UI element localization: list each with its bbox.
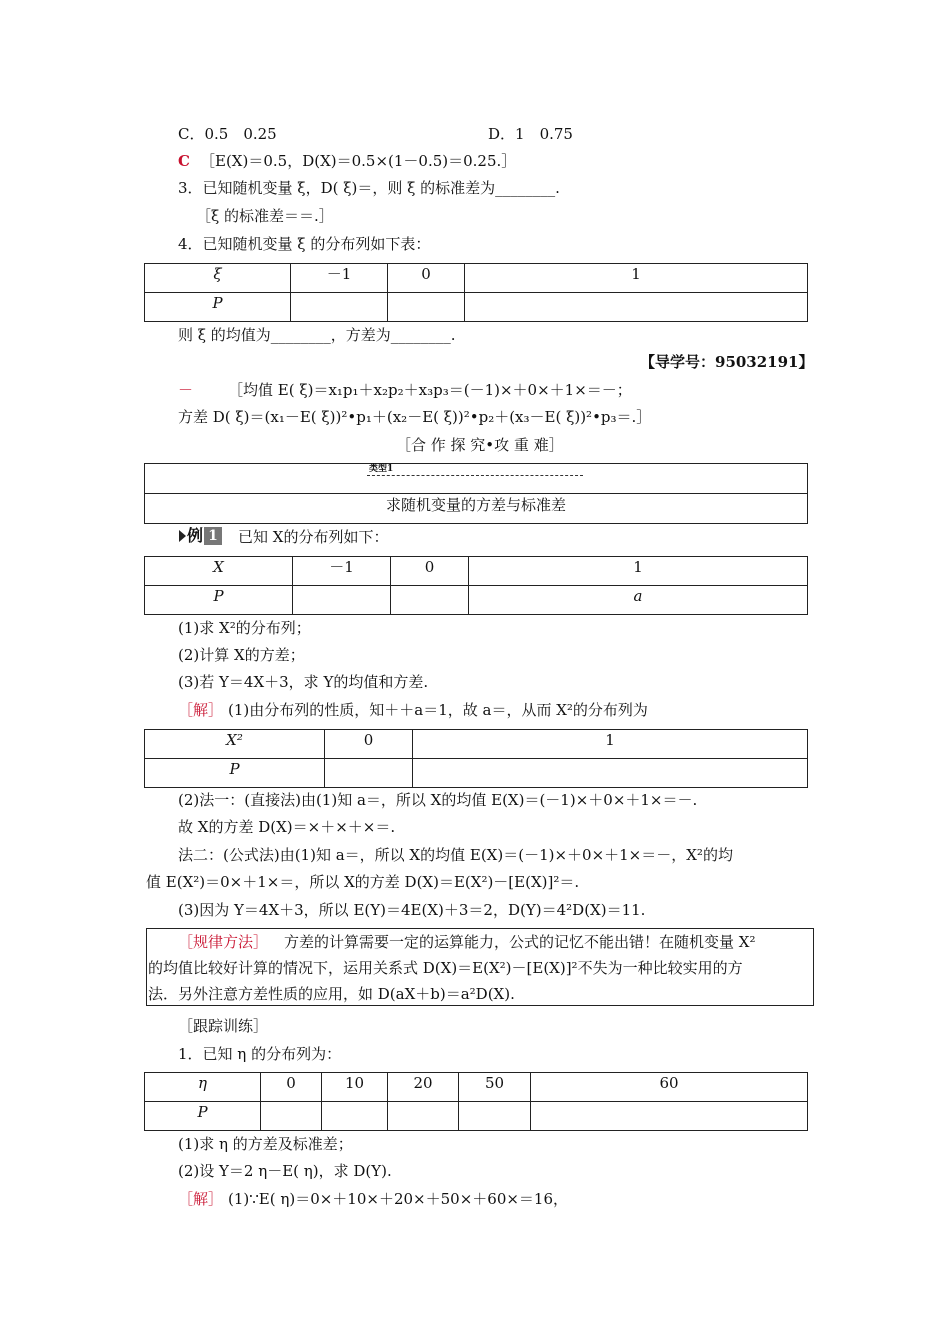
question-3-answer: ［ξ 的标准差＝＝.］ <box>196 207 334 225</box>
example-1-q2: (2)计算 X的方差； <box>178 646 305 664</box>
example-1-q1: (1)求 X²的分布列； <box>178 619 311 637</box>
section-header: ［合 作 探 究•攻 重 难］ <box>396 436 564 454</box>
table-cell: X² <box>145 730 325 759</box>
table-row <box>145 293 808 322</box>
method-line-3: 法．另外注意方差性质的应用，如 D(aX＋b)＝a²D(X). <box>148 985 515 1003</box>
table-cell: P <box>145 1102 261 1131</box>
table-cell <box>388 293 465 322</box>
table-cell <box>391 586 469 615</box>
type-tag: 类型1 <box>367 464 583 476</box>
q4-answer-line-1: ［均值 E( ξ)＝x₁p₁＋x₂p₂＋x₃p₃＝(－1)×＋0×＋1×＝－； <box>228 381 632 399</box>
triangle-icon <box>179 530 186 542</box>
table-cell <box>459 1102 531 1131</box>
table-row <box>145 264 808 293</box>
solution-line-1: (1)由分布列的性质，知＋＋a＝1，故 a＝，从而 X²的分布列为 <box>228 701 648 719</box>
table-cell: 10 <box>322 1073 388 1102</box>
table-cell: a <box>469 586 808 615</box>
type-box <box>144 463 808 524</box>
table-row <box>145 1102 808 1131</box>
table-cell <box>465 293 808 322</box>
table-row <box>145 1073 808 1102</box>
solution-line-5: 值 E(X²)＝0×＋1×＝，所以 X的方差 D(X)＝E(X²)－[E(X)]²＝. <box>146 873 580 891</box>
table-cell <box>325 759 413 788</box>
question-3: 3．已知随机变量 ξ，D( ξ)＝，则 ξ 的标准差为________. <box>178 179 560 197</box>
table-cell: P <box>145 293 291 322</box>
practice-stem: 1．已知 η 的分布列为： <box>178 1045 342 1063</box>
method-line-1: 方差的计算需要一定的运算能力，公式的记忆不能出错！在随机变量 X² <box>284 933 756 951</box>
table-cell: η <box>145 1073 261 1102</box>
solution-line-2: (2)法一：(直接法)由(1)知 a＝，所以 X的均值 E(X)＝(－1)×＋0×＋1×＝－. <box>178 791 698 809</box>
table-cell <box>388 1102 459 1131</box>
example-1-stem: 已知 X的分布列如下： <box>238 528 389 546</box>
solution-line-3: 故 X的方差 D(X)＝×＋×＋×＝. <box>178 818 396 836</box>
q4-distribution-table <box>144 263 808 322</box>
table-cell <box>261 1102 322 1131</box>
table-cell: 1 <box>465 264 808 293</box>
solution-tag: ［解］ <box>178 701 224 719</box>
table-cell: P <box>145 759 325 788</box>
q4-answer-line-2: 方差 D( ξ)＝(x₁－E( ξ))²•p₁＋(x₂－E( ξ))²•p₂＋(x₃－E( ξ))²•p₃＝.］ <box>178 408 652 426</box>
option-d: D．1 0.75 <box>488 125 573 143</box>
practice-header: ［跟踪训练］ <box>178 1017 269 1035</box>
example-1-q3: (3)若 Y＝4X＋3，求 Y的均值和方差. <box>178 673 429 691</box>
practice-q1: (1)求 η 的方差及标准差； <box>178 1135 353 1153</box>
table-cell: 20 <box>388 1073 459 1102</box>
answer-dash: － <box>178 381 194 399</box>
method-line-2: 的均值比较好计算的情况下，运用关系式 D(X)＝E(X²)－[E(X)]²不失为一种比较实用的方 <box>148 959 743 977</box>
table-cell: 1 <box>469 557 808 586</box>
table-cell: ξ <box>145 264 291 293</box>
guide-number: 【导学号：95032191】 <box>640 353 814 371</box>
practice-solution-line-1: (1)∵E( η)＝0×＋10×＋20×＋50×＋60×＝16， <box>228 1190 569 1208</box>
table-row <box>145 759 808 788</box>
table-cell: －1 <box>291 264 388 293</box>
question-4: 4．已知随机变量 ξ 的分布列如下表： <box>178 235 431 253</box>
table-row <box>145 557 808 586</box>
answer-explanation: ［E(X)＝0.5，D(X)＝0.5×(1－0.5)＝0.25.］ <box>200 152 517 170</box>
method-tag: ［规律方法］ <box>178 933 269 951</box>
answer-letter: C <box>178 152 190 170</box>
x-squared-table <box>144 729 808 788</box>
option-c: C．0.5 0.25 <box>178 125 277 143</box>
table-cell: －1 <box>293 557 391 586</box>
table-cell: 0 <box>261 1073 322 1102</box>
example-number: 1 <box>204 527 222 545</box>
type-title: 求随机变量的方差与标准差 <box>385 496 566 514</box>
example-label: 例 <box>187 526 204 545</box>
table-cell: 0 <box>325 730 413 759</box>
eta-distribution-table <box>144 1072 808 1131</box>
table-cell <box>291 293 388 322</box>
divider <box>145 493 807 494</box>
table-cell: 60 <box>531 1073 808 1102</box>
example-1-table <box>144 556 808 615</box>
example-badge <box>179 526 223 546</box>
table-cell: 0 <box>391 557 469 586</box>
question-4-blanks: 则 ξ 的均值为________，方差为________. <box>178 326 456 344</box>
solution-line-6: (3)因为 Y＝4X＋3，所以 E(Y)＝4E(X)＋3＝2，D(Y)＝4²D(X)＝11. <box>178 901 646 919</box>
table-cell <box>531 1102 808 1131</box>
table-row <box>145 586 808 615</box>
table-cell <box>413 759 808 788</box>
table-cell <box>322 1102 388 1131</box>
table-cell: P <box>145 586 293 615</box>
practice-solution-tag: ［解］ <box>178 1190 224 1208</box>
table-cell: 1 <box>413 730 808 759</box>
table-cell: X <box>145 557 293 586</box>
table-row <box>145 730 808 759</box>
table-cell: 50 <box>459 1073 531 1102</box>
practice-q2: (2)设 Y＝2 η－E( η)，求 D(Y). <box>178 1162 392 1180</box>
table-cell: 0 <box>388 264 465 293</box>
solution-line-4: 法二：(公式法)由(1)知 a＝，所以 X的均值 E(X)＝(－1)×＋0×＋1×＝－，X²的均 <box>178 846 733 864</box>
table-cell <box>293 586 391 615</box>
